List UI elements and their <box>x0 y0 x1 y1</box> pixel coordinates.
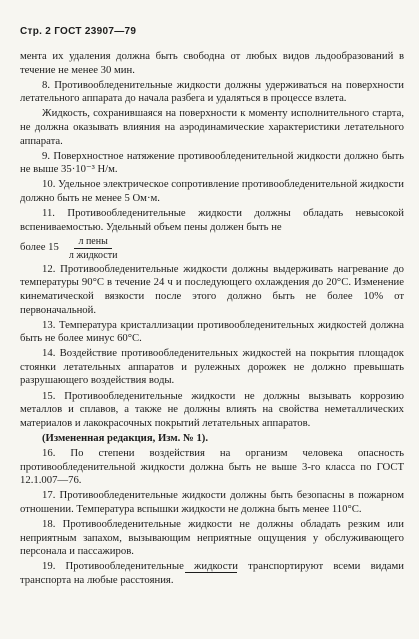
paragraph-16: 16. По степени воздействия на организм человека опасность противообледенительной жидкости должна быть не выше 3-го класса по ГОСТ 12.1.007—76. <box>20 446 404 487</box>
paragraph-13: 13. Температура кристаллизации противообледенительных жидкостей должна быть не более минус 60°С. <box>20 318 404 345</box>
fraction <box>65 236 122 261</box>
paragraph-10: 10. Удельное электрическое сопротивление противообледенительной жидкости должно быть не менее 5 Ом·м. <box>20 178 404 204</box>
fraction-numerator: л пены <box>74 236 111 249</box>
paragraph-8: 8. Противообледенительные жидкости должны удерживаться на поверхности летательного аппарата до начала разбега и удаляться в процессе взлета. <box>20 78 404 105</box>
paragraph-15: 15. Противообледенительные жидкости не должны вызывать коррозию металлов и сплавов, а также не должны влиять на свойства неметаллических материалов и лакокрасочных покрытий летательных аппаратов. <box>20 389 404 429</box>
foam-volume-formula <box>20 236 404 261</box>
paragraph-9: 9. Поверхностное натяжение противообледенительной жидкости должно быть не выше 35·10⁻³ Н/м. <box>20 149 404 176</box>
paragraph-19: 19. Противообледенительные жидкости транспортируют всеми видами транспорта на любые расстояния. <box>20 560 404 586</box>
paragraph-11: 11. Противообледенительные жидкости должны обладать невысокой вспениваемостью. Удельный объем пены должен быть не <box>20 207 404 233</box>
revision-note: (Измененная редакция, Изм. № 1). <box>42 431 209 444</box>
paragraph-12: 12. Противообледенительные жидкости должны выдерживать нагревание до температуры 90°С в течение 24 ч и последующего охлаждения до 20°С. Изменение кинематической вязкости после этого должно быть не более 10% от первоначальной. <box>20 262 404 316</box>
paragraph-continuation: мента их удаления должна быть свободна от любых видов льдообразований в течение не менее 30 мин. <box>20 50 404 76</box>
paragraph-17: 17. Противообледенительные жидкости должны быть безопасны в пожарном отношении. Температура вспышки жидкости не должна быть менее 110°С. <box>20 489 404 515</box>
paragraph-18: 18. Противообледенительные жидкости не должны обладать резким или неприятным запахом, вызывающим неприятные ощущения у обслуживающего персонала и пассажиров. <box>20 517 404 558</box>
fraction-denominator: л жидкости <box>68 249 118 261</box>
paragraph-8-note: Жидкость, сохранившаяся на поверхности к моменту исполнительного старта, не должна оказывать влияния на аэродинамические характеристики летательного аппарата. <box>20 107 404 147</box>
end-divider <box>185 572 237 573</box>
formula-label: более 15 <box>20 241 59 254</box>
paragraph-14: 14. Воздействие противообледенительных жидкостей на покрытия площадок стоянки летательных аппаратов и рулежных дорожек не должно превышать разрушающего воздействия воды. <box>20 347 404 387</box>
page-header: Стр. 2 ГОСТ 23907—79 <box>20 26 137 37</box>
document-body <box>20 50 404 589</box>
